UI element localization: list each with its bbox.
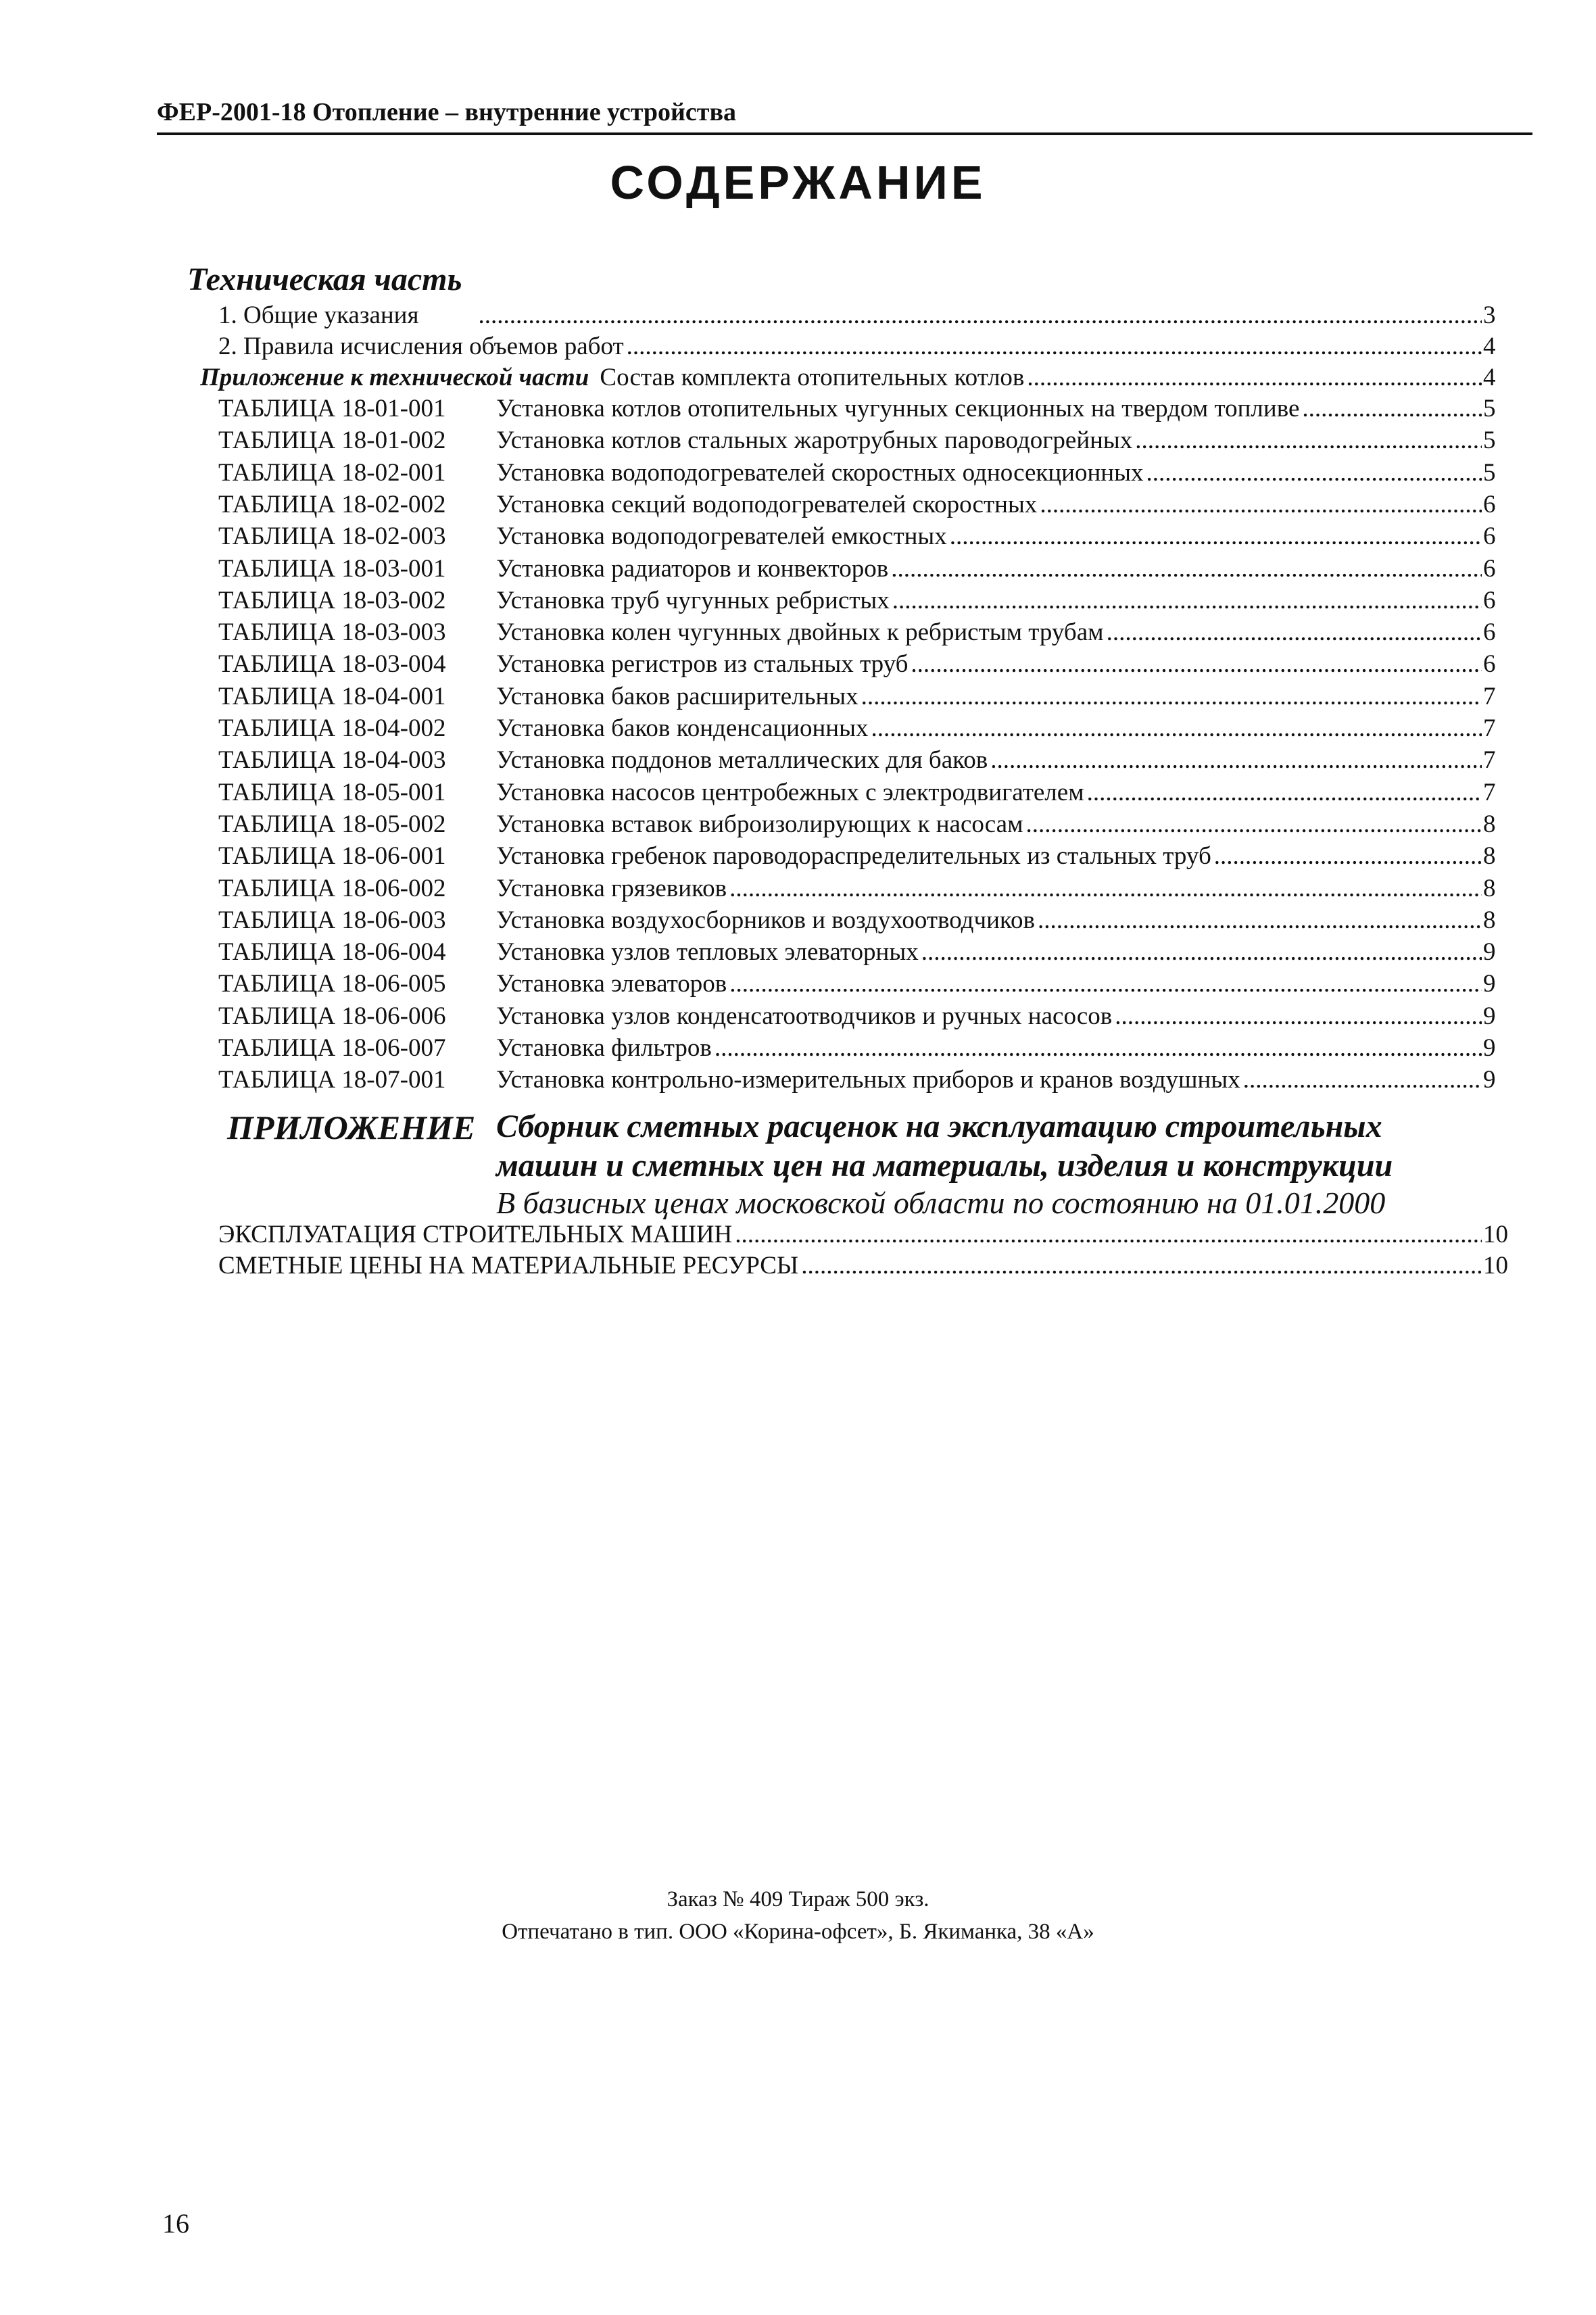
table-code: ТАБЛИЦА 18-02-003: [218, 522, 446, 550]
print-order-info: Заказ № 409 Тираж 500 экз.: [667, 1887, 929, 1911]
toc-table-row[interactable]: [0, 681, 1596, 712]
table-title: Установка вставок виброизолирующих к насосам: [496, 810, 1023, 838]
table-code: ТАБЛИЦА 18-07-001: [218, 1066, 446, 1094]
table-code: ТАБЛИЦА 18-04-003: [218, 746, 446, 774]
leader-dots: [947, 521, 1482, 552]
leader-dots: [908, 649, 1482, 680]
toc-entry-text: СМЕТНЫЕ ЦЕНЫ НА МАТЕРИАЛЬНЫЕ РЕСУРСЫ: [218, 1252, 799, 1280]
toc-table-row[interactable]: [0, 841, 1596, 872]
toc-table-row[interactable]: [0, 969, 1596, 1000]
table-title: Установка водоподогревателей скоростных односекционных: [496, 459, 1144, 487]
toc-page-number: 5: [1483, 395, 1496, 422]
toc-page-number: 8: [1483, 810, 1496, 838]
toc-page-number: 6: [1483, 491, 1496, 518]
leader-dots: [419, 300, 1482, 331]
toc-table-row[interactable]: [0, 937, 1596, 968]
table-code: ТАБЛИЦА 18-02-001: [218, 459, 446, 487]
leader-dots: [1112, 1001, 1482, 1032]
toc-page-number: 10: [1483, 1221, 1508, 1248]
appendix-subtitle: В базисных ценах московской области по состоянию на 01.01.2000: [496, 1186, 1386, 1220]
leader-dots: [1023, 809, 1482, 840]
table-title: Установка узлов тепловых элеваторных: [496, 938, 919, 966]
toc-entry-general[interactable]: [0, 300, 1596, 331]
leader-dots: [1037, 489, 1482, 520]
toc-page-number: 9: [1483, 1002, 1496, 1030]
table-code: ТАБЛИЦА 18-04-001: [218, 683, 446, 710]
toc-table-row[interactable]: [0, 585, 1596, 616]
toc-table-row[interactable]: [0, 425, 1596, 456]
toc-table-row[interactable]: [0, 458, 1596, 489]
table-code: ТАБЛИЦА 18-01-002: [218, 427, 446, 454]
toc-table-row[interactable]: [0, 905, 1596, 936]
toc-page-number: 9: [1483, 1066, 1496, 1094]
table-title: Установка труб чугунных ребристых: [496, 587, 890, 614]
leader-dots: [1132, 425, 1482, 456]
leader-dots: [1211, 841, 1482, 872]
table-code: ТАБЛИЦА 18-06-001: [218, 842, 446, 870]
toc-page-number: 5: [1483, 459, 1496, 487]
leader-dots: [1104, 617, 1482, 648]
leader-dots: [859, 681, 1482, 712]
toc-page-number: 9: [1483, 1034, 1496, 1062]
toc-page-number: 6: [1483, 618, 1496, 646]
printer-info: Отпечатано в тип. ООО «Корина-офсет», Б. Якиманка, 38 «А»: [502, 1920, 1094, 1944]
toc-page-number: 7: [1483, 683, 1496, 710]
leader-dots: [798, 1250, 1482, 1282]
leader-dots: [727, 873, 1482, 904]
table-code: ТАБЛИЦА 18-03-003: [218, 618, 446, 646]
table-title: Установка гребенок пароводораспределительных из стальных труб: [496, 842, 1211, 870]
table-title: Установка грязевиков: [496, 875, 727, 902]
table-title: Установка воздухосборников и воздухоотводчиков: [496, 906, 1035, 934]
table-code: ТАБЛИЦА 18-06-003: [218, 906, 446, 934]
leader-dots: [868, 713, 1482, 744]
toc-table-row[interactable]: [0, 713, 1596, 744]
table-title: Установка контрольно-измерительных приборов и кранов воздушных: [496, 1066, 1240, 1094]
toc-page-number: 6: [1483, 587, 1496, 614]
toc-table-row[interactable]: [0, 809, 1596, 840]
toc-table-row[interactable]: [0, 521, 1596, 552]
toc-table-row[interactable]: [0, 1065, 1596, 1096]
table-title: Установка баков расширительных: [496, 683, 859, 710]
toc-page-number: 6: [1483, 555, 1496, 583]
toc-page-number: 7: [1483, 746, 1496, 774]
leader-dots: [712, 1033, 1482, 1064]
toc-page-number: 10: [1483, 1252, 1508, 1280]
leader-dots: [988, 745, 1482, 776]
table-code: ТАБЛИЦА 18-05-002: [218, 810, 446, 838]
toc-entry-appendix[interactable]: [0, 362, 1596, 393]
toc-entry-material-prices[interactable]: [0, 1250, 1596, 1282]
appendix-label: Приложение к технической части: [200, 364, 589, 391]
leader-dots: [888, 554, 1482, 585]
table-code: ТАБЛИЦА 18-04-002: [218, 714, 446, 742]
table-title: Установка баков конденсационных: [496, 714, 869, 742]
page-title: СОДЕРЖАНИЕ: [610, 156, 986, 209]
toc-table-row[interactable]: [0, 777, 1596, 808]
table-title: Установка элеваторов: [496, 970, 727, 998]
table-code: ТАБЛИЦА 18-06-002: [218, 875, 446, 902]
toc-page-number: 9: [1483, 938, 1496, 966]
table-code: ТАБЛИЦА 18-02-002: [218, 491, 446, 518]
table-code: ТАБЛИЦА 18-03-001: [218, 555, 446, 583]
appendix-title-line-2: машин и сметных цен на материалы, изделия и конструкции: [496, 1148, 1393, 1184]
table-title: Установка фильтров: [496, 1034, 712, 1062]
toc-page-number: 3: [1483, 301, 1496, 329]
table-title: Установка котлов стальных жаротрубных пароводогрейных: [496, 427, 1133, 454]
toc-table-row[interactable]: [0, 745, 1596, 776]
toc-page-number: 4: [1483, 364, 1496, 391]
leader-dots: [727, 969, 1482, 1000]
section-title-technical: Техническая часть: [187, 262, 462, 297]
toc-table-row[interactable]: [0, 649, 1596, 680]
leader-dots: [732, 1219, 1482, 1250]
table-title: Установка колен чугунных двойных к ребристым трубам: [496, 618, 1104, 646]
toc-entry-text: ЭКСПЛУАТАЦИЯ СТРОИТЕЛЬНЫХ МАШИН: [218, 1221, 733, 1248]
appendix-heading: ПРИЛОЖЕНИЕ: [227, 1108, 476, 1146]
leader-dots: [1084, 777, 1482, 808]
toc-page-number: 4: [1483, 333, 1496, 360]
toc-table-row[interactable]: [0, 873, 1596, 904]
leader-dots: [1143, 458, 1482, 489]
table-title: Установка насосов центробежных с электродвигателем: [496, 779, 1084, 806]
toc-page-number: 6: [1483, 522, 1496, 550]
toc-page-number: 8: [1483, 875, 1496, 902]
toc-page-number: 8: [1483, 906, 1496, 934]
table-title: Установка регистров из стальных труб: [496, 650, 909, 678]
toc-entry-text: 2. Правила исчисления объемов работ: [218, 333, 624, 360]
leader-dots: [1240, 1065, 1482, 1096]
table-title: Установка радиаторов и конвекторов: [496, 555, 889, 583]
toc-page-number: 5: [1483, 427, 1496, 454]
table-code: ТАБЛИЦА 18-03-002: [218, 587, 446, 614]
toc-table-row[interactable]: [0, 1033, 1596, 1064]
running-header: ФЕР-2001-18 Отопление – внутренние устройства: [157, 96, 1532, 135]
table-code: ТАБЛИЦА 18-06-006: [218, 1002, 446, 1030]
table-code: ТАБЛИЦА 18-06-005: [218, 970, 446, 998]
table-code: ТАБЛИЦА 18-06-004: [218, 938, 446, 966]
table-title: Установка секций водоподогревателей скоростных: [496, 491, 1038, 518]
toc-page-number: 9: [1483, 970, 1496, 998]
leader-dots: [1299, 393, 1482, 424]
table-title: Установка котлов отопительных чугунных секционных на твердом топливе: [496, 395, 1300, 422]
toc-entry-text: 1. Общие указания: [218, 301, 419, 329]
table-code: ТАБЛИЦА 18-05-001: [218, 779, 446, 806]
toc-entry-rules[interactable]: [0, 331, 1596, 362]
toc-entry-machines[interactable]: [0, 1219, 1596, 1250]
toc-table-row[interactable]: [0, 1001, 1596, 1032]
toc-table-row[interactable]: [0, 393, 1596, 424]
leader-dots: [624, 331, 1482, 362]
table-title: Установка поддонов металлических для баков: [496, 746, 988, 774]
leader-dots: [890, 585, 1482, 616]
toc-page-number: 8: [1483, 842, 1496, 870]
toc-table-row[interactable]: [0, 489, 1596, 520]
toc-table-row[interactable]: [0, 554, 1596, 585]
toc-page-number: 7: [1483, 714, 1496, 742]
table-code: ТАБЛИЦА 18-03-004: [218, 650, 446, 678]
appendix-title-line-1: Сборник сметных расценок на эксплуатацию строительных: [496, 1108, 1382, 1144]
table-title: Установка узлов конденсатоотводчиков и ручных насосов: [496, 1002, 1113, 1030]
table-code: ТАБЛИЦА 18-06-007: [218, 1034, 446, 1062]
toc-page-number: 7: [1483, 779, 1496, 806]
leader-dots: [919, 937, 1482, 968]
toc-page-number: 6: [1483, 650, 1496, 678]
leader-dots: [1035, 905, 1482, 936]
table-code: ТАБЛИЦА 18-01-001: [218, 395, 446, 422]
toc-table-row[interactable]: [0, 617, 1596, 648]
leader-dots: [1024, 362, 1482, 393]
table-title: Установка водоподогревателей емкостных: [496, 522, 947, 550]
toc-entry-text: Состав комплекта отопительных котлов: [600, 364, 1025, 391]
page-number: 16: [162, 2208, 189, 2239]
